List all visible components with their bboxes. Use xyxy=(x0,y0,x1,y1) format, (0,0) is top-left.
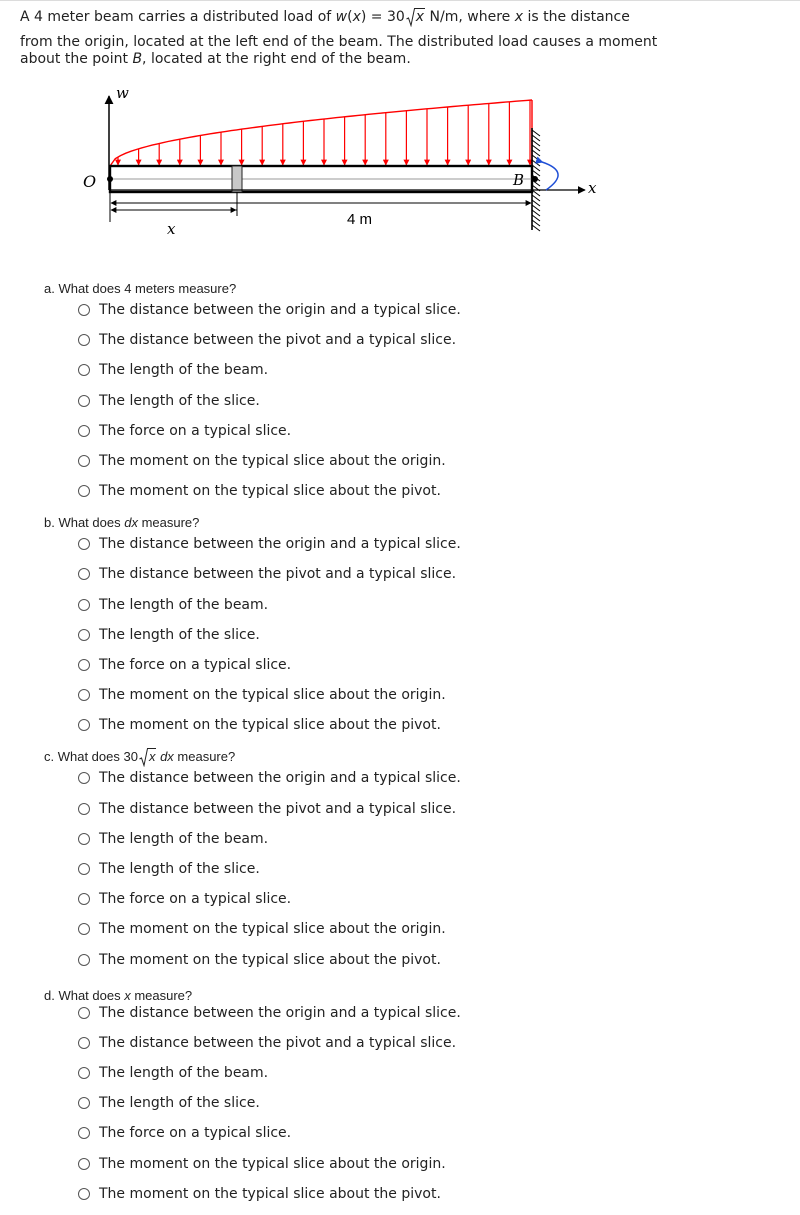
answer-option[interactable] xyxy=(78,1154,446,1174)
label-4m: 4 m xyxy=(347,211,373,228)
hatch-line xyxy=(532,210,540,216)
intro-var-x: x xyxy=(352,9,361,25)
intro-text: , located at the right end of the beam. xyxy=(142,51,411,67)
load-arrows xyxy=(118,100,532,166)
radio-button[interactable] xyxy=(78,719,90,731)
option-label: The length of the slice. xyxy=(99,626,260,643)
radio-button[interactable] xyxy=(78,1158,90,1170)
option-label: The length of the slice. xyxy=(99,392,260,409)
question-text: d. What does xyxy=(44,988,125,1003)
option-label: The length of the beam. xyxy=(99,830,269,847)
answer-option[interactable] xyxy=(78,481,441,501)
answer-option[interactable] xyxy=(78,534,461,554)
radio-button[interactable] xyxy=(78,803,90,815)
intro-text: N/m, where xyxy=(425,9,515,25)
answer-option[interactable] xyxy=(78,1063,268,1083)
sqrt-argument: x xyxy=(148,749,156,764)
answer-option[interactable] xyxy=(78,685,446,705)
option-label: The force on a typical slice. xyxy=(99,422,292,439)
radio-button[interactable] xyxy=(78,863,90,875)
sqrt-symbol xyxy=(139,749,157,765)
option-label: The moment on the typical slice about the pivot. xyxy=(99,951,441,968)
option-label: The moment on the typical slice about the origin. xyxy=(99,453,446,469)
option-label: The force on a typical slice. xyxy=(99,891,292,908)
hatch-line xyxy=(532,155,540,161)
hatch-line xyxy=(532,220,540,226)
question-text: measure? xyxy=(130,988,193,1003)
option-label: The moment on the typical slice about the pivot. xyxy=(99,483,441,500)
moment-arrow xyxy=(542,162,558,190)
radio-button[interactable] xyxy=(78,923,90,935)
radio-button[interactable] xyxy=(78,304,90,316)
sqrt-argument: x xyxy=(415,9,425,25)
answer-option[interactable] xyxy=(78,391,260,411)
intro-var-b: B xyxy=(132,51,143,67)
option-label: The force on a typical slice. xyxy=(99,657,292,673)
option-label: The distance between the origin and a typical slice. xyxy=(99,302,461,318)
answer-option[interactable] xyxy=(78,919,446,939)
question-text: a. What does 4 meters measure? xyxy=(44,281,237,296)
intro-var-w: w xyxy=(335,9,348,25)
question-text: measure? xyxy=(173,749,236,764)
question-text: measure? xyxy=(137,515,200,530)
radio-button[interactable] xyxy=(78,364,90,376)
option-label: The length of the beam. xyxy=(99,1065,269,1081)
option-label: The length of the beam. xyxy=(99,362,269,379)
radio-button[interactable] xyxy=(78,599,90,611)
label-origin: O xyxy=(83,172,97,191)
hatch-line xyxy=(532,160,540,166)
option-label: The moment on the typical slice about the origin. xyxy=(99,687,446,704)
radio-button[interactable] xyxy=(78,334,90,346)
sqrt-symbol xyxy=(406,9,425,25)
radio-button[interactable] xyxy=(78,629,90,641)
answer-option[interactable] xyxy=(78,451,446,471)
option-label: The moment on the typical slice about the origin. xyxy=(99,1155,446,1172)
answer-option[interactable] xyxy=(78,1033,456,1053)
hatch-line xyxy=(532,145,540,151)
radio-button[interactable] xyxy=(78,954,90,966)
hatch-line xyxy=(532,135,540,141)
hatch-line xyxy=(532,150,540,156)
problem-line-1 xyxy=(20,9,630,25)
top-divider xyxy=(0,0,800,1)
option-label: The moment on the typical slice about the origin. xyxy=(99,921,446,938)
answer-option[interactable] xyxy=(78,300,461,320)
answer-option[interactable] xyxy=(78,859,260,879)
radio-button[interactable] xyxy=(78,1127,90,1139)
question-variable: x xyxy=(124,988,131,1003)
beam-diagram xyxy=(80,78,620,248)
question-text: b. What does xyxy=(44,515,125,530)
answer-option[interactable] xyxy=(78,360,268,380)
option-label: The distance between the pivot and a typical slice. xyxy=(99,332,457,349)
intro-text: about the point xyxy=(20,51,133,67)
option-label: The length of the beam. xyxy=(99,596,269,613)
option-label: The length of the slice. xyxy=(99,1095,260,1112)
hatch-line xyxy=(532,140,540,146)
radio-button[interactable] xyxy=(78,568,90,580)
question-label xyxy=(44,749,235,765)
intro-text: ) = 30 xyxy=(360,9,405,25)
point-b xyxy=(532,176,538,182)
problem-line-3 xyxy=(20,51,411,67)
radio-button[interactable] xyxy=(78,425,90,437)
hatch-line xyxy=(532,200,540,206)
answer-option[interactable] xyxy=(78,655,291,675)
option-label: The force on a typical slice. xyxy=(99,1125,292,1142)
answer-option[interactable] xyxy=(78,799,456,819)
radio-button[interactable] xyxy=(78,659,90,671)
option-label: The moment on the typical slice about the pivot. xyxy=(99,1185,441,1202)
option-label: The moment on the typical slice about the pivot. xyxy=(99,717,441,734)
question-label xyxy=(44,988,192,1004)
radio-button[interactable] xyxy=(78,1007,90,1019)
typical-slice xyxy=(232,166,242,192)
hatch-line xyxy=(532,190,540,196)
radio-button[interactable] xyxy=(78,893,90,905)
option-label: The distance between the origin and a typical slice. xyxy=(99,1004,461,1021)
radio-button[interactable] xyxy=(78,395,90,407)
problem-line-2: from the origin, located at the left end of the beam. The distributed load causes a moment xyxy=(20,34,658,50)
hatch-line xyxy=(532,170,540,176)
label-x-axis: x xyxy=(588,179,597,197)
answer-option[interactable] xyxy=(78,1184,441,1204)
question-label xyxy=(44,515,199,531)
answer-option[interactable] xyxy=(78,595,268,615)
hatch-line xyxy=(532,225,540,231)
radio-button[interactable] xyxy=(78,833,90,845)
option-label: The distance between the origin and a typical slice. xyxy=(99,770,461,787)
answer-option[interactable] xyxy=(78,715,441,735)
option-label: The distance between the pivot and a typical slice. xyxy=(99,1034,457,1051)
radio-button[interactable] xyxy=(78,455,90,467)
answer-option[interactable] xyxy=(78,768,461,788)
hatch-line xyxy=(532,130,540,136)
radio-button[interactable] xyxy=(78,772,90,784)
answer-option[interactable] xyxy=(78,625,260,645)
question-variable: dx xyxy=(156,749,174,764)
intro-text: ( xyxy=(347,9,353,25)
label-x-dim: x xyxy=(167,220,176,238)
hatch-line xyxy=(532,215,540,221)
hatch-line xyxy=(532,195,540,201)
answer-option[interactable] xyxy=(78,829,268,849)
answer-option[interactable] xyxy=(78,564,456,584)
radio-button[interactable] xyxy=(78,689,90,701)
label-b: B xyxy=(513,171,525,189)
radio-button[interactable] xyxy=(78,1097,90,1109)
radio-button[interactable] xyxy=(78,1067,90,1079)
option-label: The distance between the pivot and a typical slice. xyxy=(99,800,457,817)
answer-option[interactable] xyxy=(78,950,441,970)
option-label: The distance between the pivot and a typical slice. xyxy=(99,566,457,583)
answer-option[interactable] xyxy=(78,1093,260,1113)
answer-option[interactable] xyxy=(78,1003,461,1023)
answer-option[interactable] xyxy=(78,421,291,441)
option-label: The length of the slice. xyxy=(99,861,260,877)
hatch-line xyxy=(532,165,540,171)
answer-option[interactable] xyxy=(78,330,456,350)
origin-point xyxy=(107,176,113,182)
radio-button[interactable] xyxy=(78,1037,90,1049)
answer-option[interactable] xyxy=(78,1123,291,1143)
hatch-line xyxy=(532,205,540,211)
label-w: w xyxy=(116,84,129,102)
question-label xyxy=(44,281,236,297)
intro-var-x: x xyxy=(514,9,524,25)
radio-button[interactable] xyxy=(78,538,90,550)
question-variable: dx xyxy=(124,515,138,530)
answer-option[interactable] xyxy=(78,889,291,909)
radio-button[interactable] xyxy=(78,1188,90,1200)
question-text: c. What does 30 xyxy=(44,749,138,764)
intro-text: is the distance xyxy=(523,9,630,25)
option-label: The distance between the origin and a typical slice. xyxy=(99,536,461,553)
radio-button[interactable] xyxy=(78,485,90,497)
intro-text: A 4 meter beam carries a distributed load of xyxy=(20,9,336,25)
